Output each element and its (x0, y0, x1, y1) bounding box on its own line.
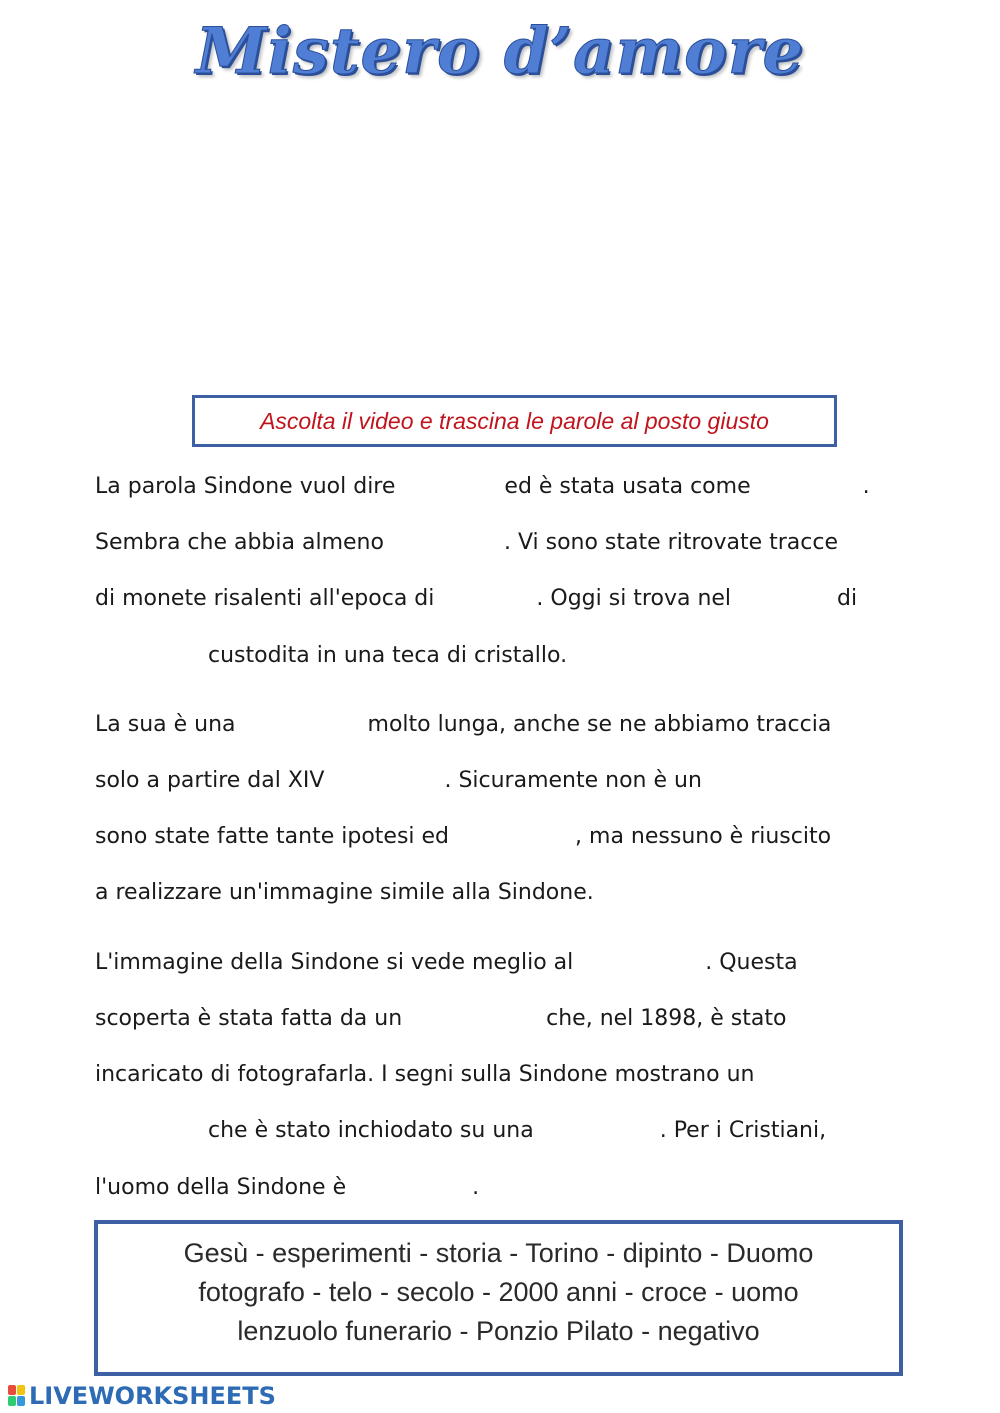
text-line: La sua è una molto lunga, anche se ne abbiamo traccia (95, 712, 832, 737)
word-bank-line[interactable]: lenzuolo funerario - Ponzio Pilato - negativo (237, 1316, 760, 1346)
text-line: solo a partire dal XIV . Sicuramente non è un (95, 768, 702, 793)
text-line: L'immagine della Sindone si vede meglio al . Questa (95, 950, 798, 975)
text-line: Sembra che abbia almeno . Vi sono state ritrovate tracce (95, 530, 838, 555)
worksheet-title: Mistero d’amore (195, 14, 805, 89)
text-line: scoperta è stata fatta da un che, nel 1898, è stato (95, 1006, 787, 1031)
instruction-text: Ascolta il video e trascina le parole al posto giusto (260, 407, 769, 434)
word-bank-line[interactable]: fotografo - telo - secolo - 2000 anni - croce - uomo (198, 1277, 799, 1307)
liveworksheets-logo (8, 1382, 276, 1410)
text-line: custodita in una teca di cristallo. (208, 643, 568, 668)
text-line: La parola Sindone vuol dire ed è stata usata come . (95, 474, 870, 499)
text-line: che è stato inchiodato su una . Per i Cristiani, (208, 1118, 827, 1143)
text-line: incaricato di fotografarla. I segni sulla Sindone mostrano un (95, 1062, 755, 1087)
logo-text: LIVEWORKSHEETS (29, 1382, 276, 1410)
text-line: di monete risalenti all'epoca di . Oggi si trova nel di (95, 586, 858, 611)
text-line: l'uomo della Sindone è . (95, 1175, 480, 1200)
word-bank-line[interactable]: Gesù - esperimenti - storia - Torino - dipinto - Duomo (183, 1238, 814, 1268)
word-bank (94, 1220, 903, 1376)
text-line: sono state fatte tante ipotesi ed , ma nessuno è riuscito (95, 824, 832, 849)
liveworksheets-logo-icon (8, 1385, 26, 1407)
instruction-box (192, 395, 837, 447)
text-line: a realizzare un'immagine simile alla Sindone. (95, 880, 594, 905)
